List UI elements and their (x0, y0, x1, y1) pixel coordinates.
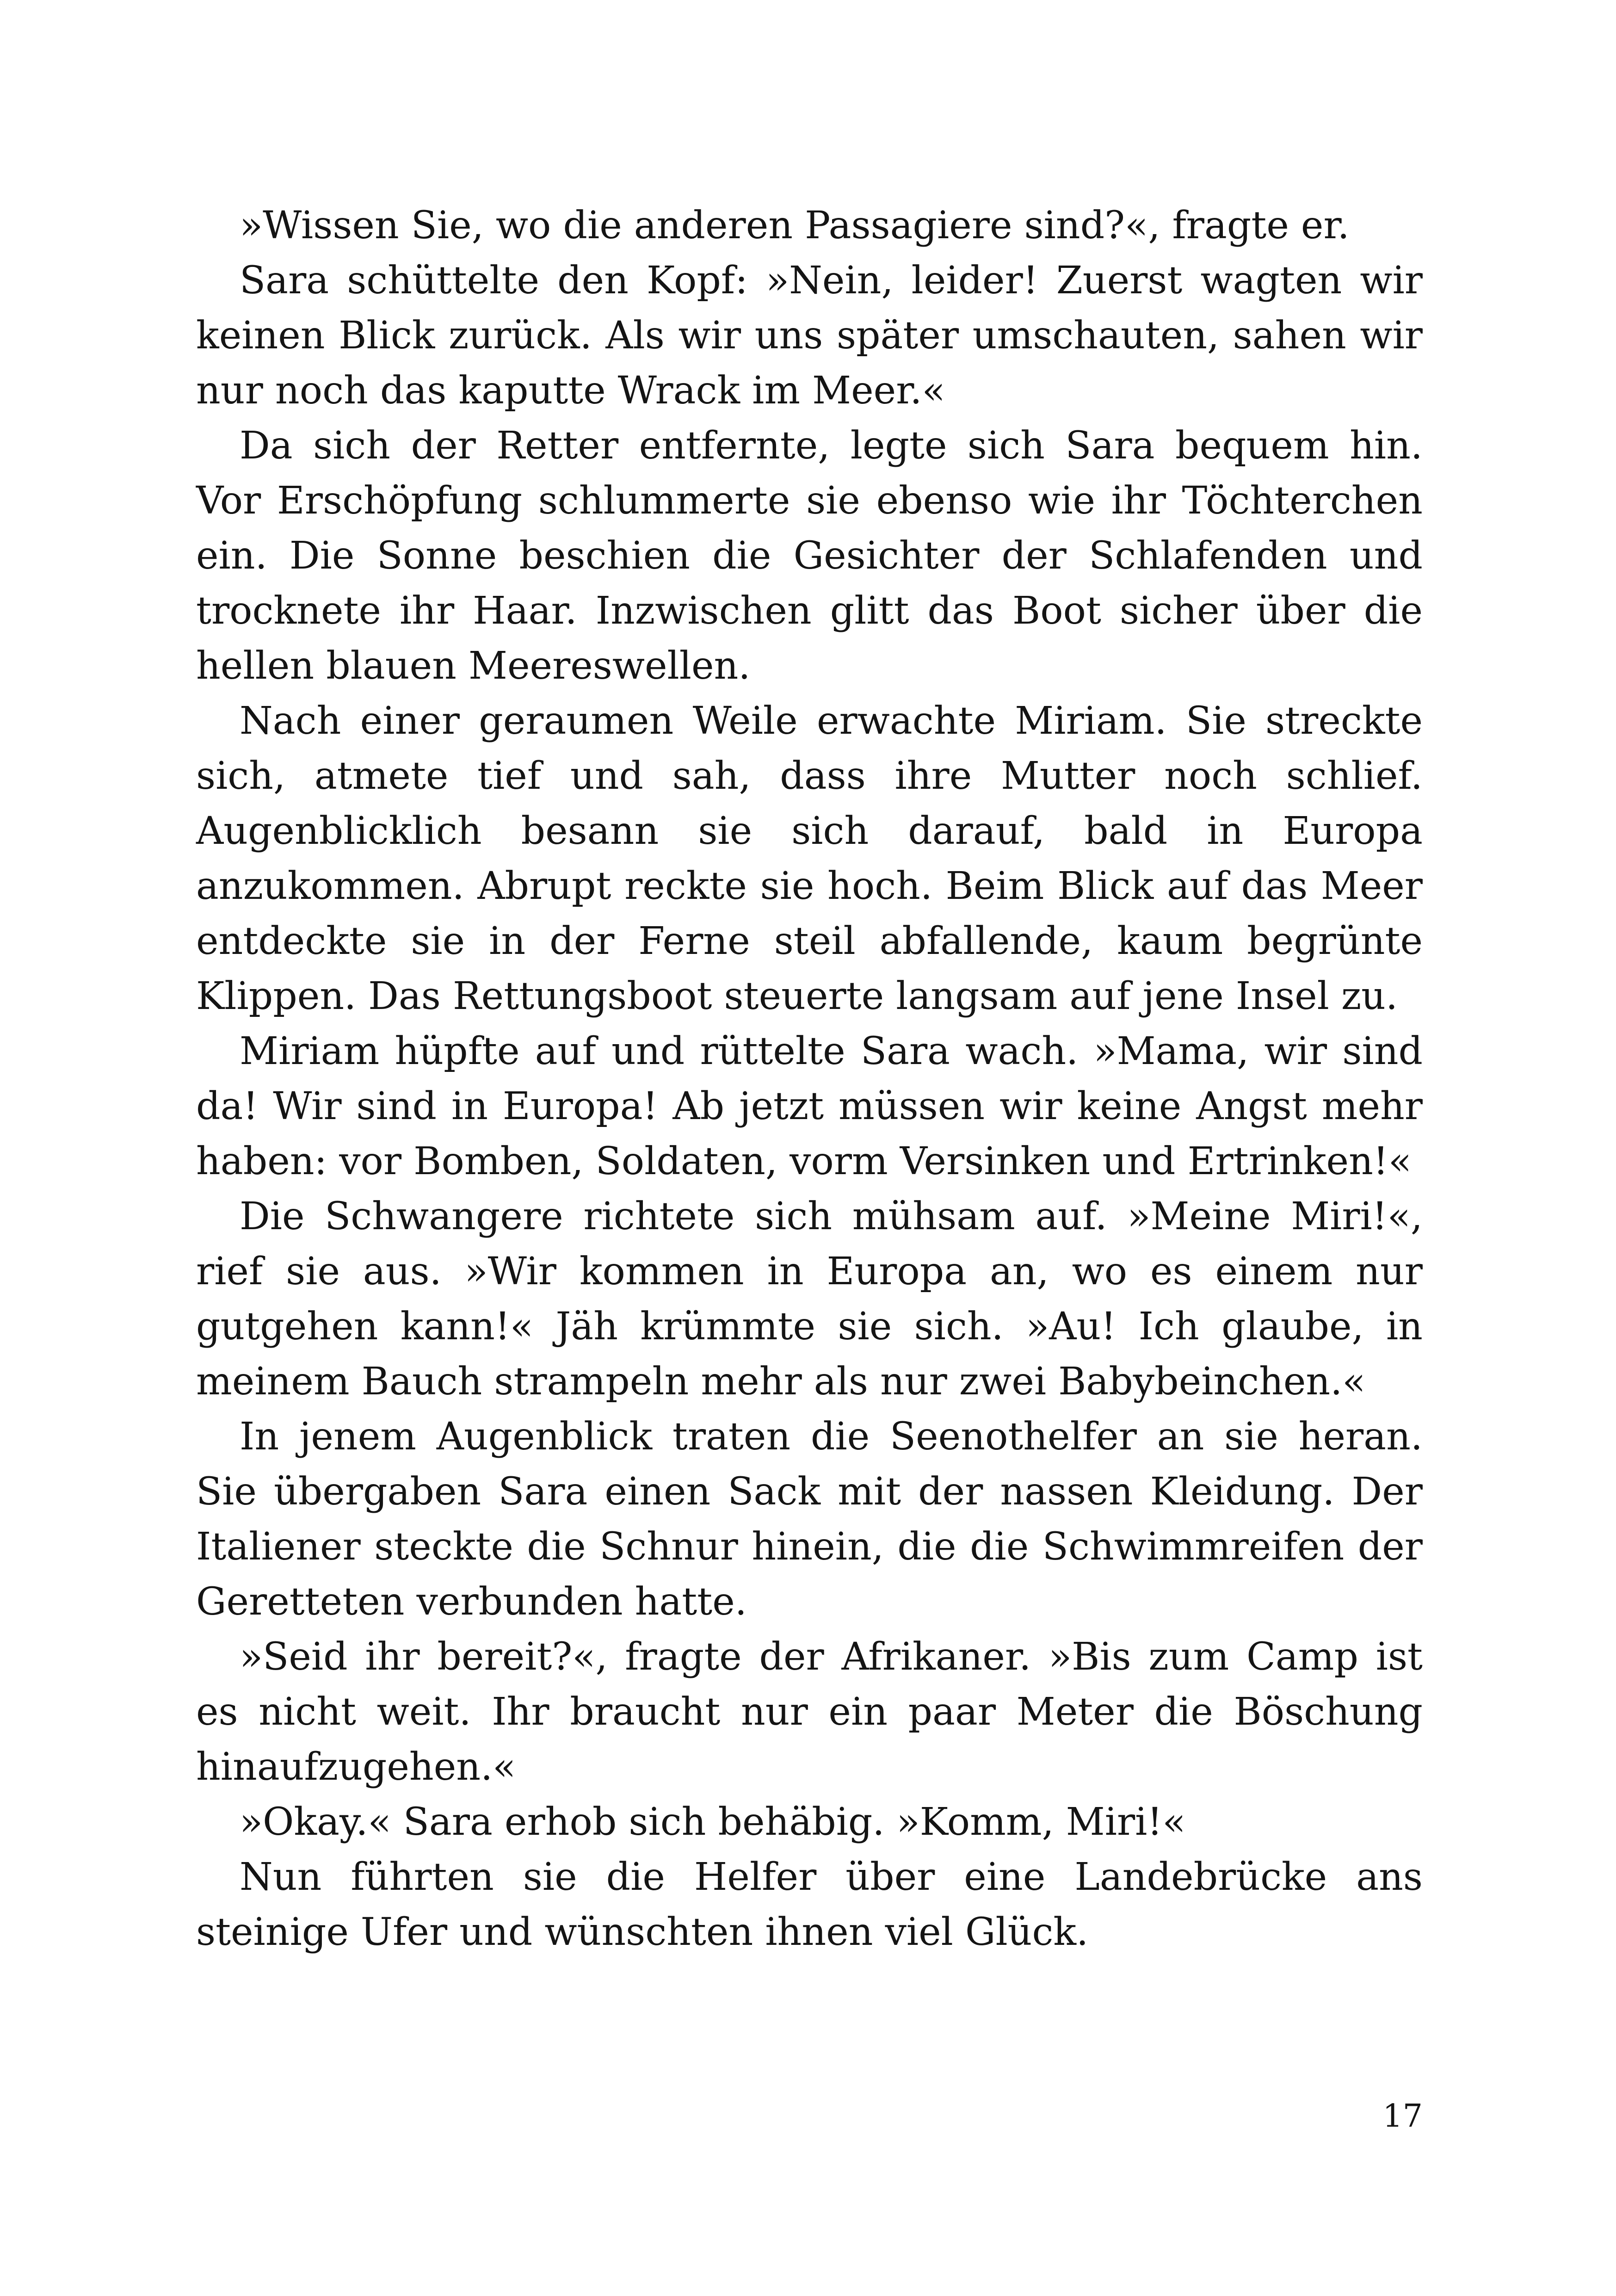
paragraph-3: Da sich der Retter entfernte, legte sich Sara bequem hin. Vor Erschöpfung schlummerte sie ebenso wie ihr Töchterchen ein. Die Sonne beschien die Gesichter der Schlafenden und trocknete ihr Haar. Inzwischen glitt das Boot sicher über die hellen blauen Meereswellen. (196, 424, 1423, 688)
paragraph-8: »Seid ihr bereit?«, fragte der Afrikaner. »Bis zum Camp ist es nicht weit. Ihr braucht nur ein paar Meter die Böschung hinaufzugehen.« (196, 1635, 1423, 1789)
page-number: 17 (1382, 2098, 1423, 2135)
paragraph-2: Sara schüttelte den Kopf: »Nein, leider! Zuerst wagten wir keinen Blick zurück. Als wir uns später umschauten, sahen wir nur noch das kaputte Wrack im Meer.« (196, 259, 1423, 413)
paragraph-5: Miriam hüpfte auf und rüttelte Sara wach. »Mama, wir sind da! Wir sind in Europa! Ab jetzt müssen wir keine Angst mehr haben: vor Bomben, Soldaten, vorm Versinken und Ertrinken!« (196, 1029, 1423, 1183)
paragraph-4: Nach einer geraumen Weile erwachte Miriam. Sie streckte sich, atmete tief und sah, dass ihre Mutter noch schlief. Augenblicklich besann sie sich darauf, bald in Europa anzukommen. Abrupt reckte sie hoch. Beim Blick auf das Meer entdeckte sie in der Ferne steil abfallende, kaum begrünte Klippen. Das Rettungsboot steuerte langsam auf jene Insel zu. (196, 699, 1423, 1018)
paragraph-6: Die Schwangere richtete sich mühsam auf. »Meine Miri!«, rief sie aus. »Wir kommen in Europa an, wo es einem nur gutgehen kann!« Jäh krümmte sie sich. »Au! Ich glaube, in meinem Bauch strampeln mehr als nur zwei Babybeinchen.« (196, 1194, 1423, 1404)
paragraph-1: »Wissen Sie, wo die anderen Passagiere sind?«, fragte er. (240, 204, 1350, 248)
body-text (196, 198, 1423, 1960)
paragraph-7: In jenem Augenblick traten die Seenothelfer an sie heran. Sie übergaben Sara einen Sack mit der nassen Kleidung. Der Italiener steckte die Schnur hinein, die die Schwimmreifen der Geretteten verbunden hatte. (196, 1415, 1423, 1624)
paragraph-9: »Okay.« Sara erhob sich behäbig. »Komm, Miri!« (240, 1800, 1186, 1844)
paragraph-10: Nun führten sie die Helfer über eine Landebrücke ans steinige Ufer und wünschten ihnen viel Glück. (196, 1855, 1423, 1954)
